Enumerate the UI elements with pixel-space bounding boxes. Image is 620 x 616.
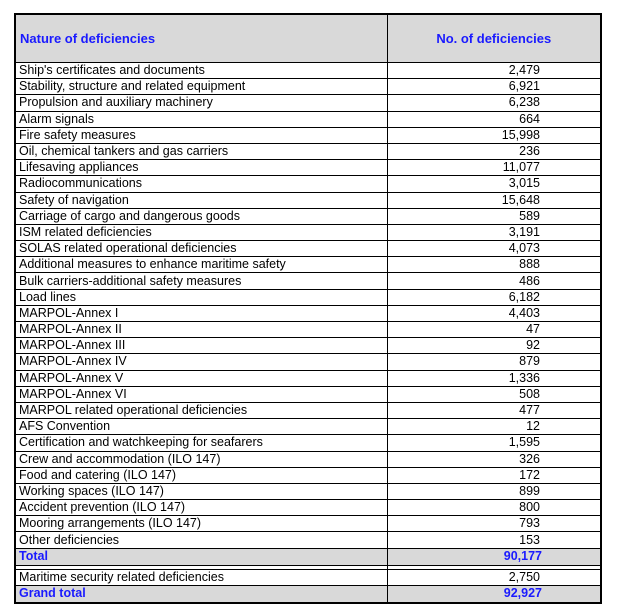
deficiency-count: 3,191 (387, 224, 600, 240)
table-row (16, 451, 600, 467)
deficiency-count: 153 (387, 532, 600, 548)
deficiency-count: 2,750 (387, 569, 600, 585)
deficiency-count: 899 (387, 483, 600, 499)
deficiency-count: 15,998 (387, 127, 600, 143)
deficiency-name: MARPOL related operational deficiencies (16, 402, 387, 418)
table-row (16, 370, 600, 386)
deficiency-name: MARPOL-Annex VI (16, 386, 387, 402)
deficiency-name: Maritime security related deficiencies (16, 569, 387, 585)
table-row (16, 79, 600, 95)
deficiency-count: 589 (387, 208, 600, 224)
deficiency-count: 3,015 (387, 176, 600, 192)
table-row (16, 516, 600, 532)
deficiency-name: Ship's certificates and documents (16, 63, 387, 79)
deficiency-count: 6,921 (387, 79, 600, 95)
deficiency-count: 888 (387, 257, 600, 273)
table-body (16, 63, 600, 603)
deficiency-name: Food and catering (ILO 147) (16, 467, 387, 483)
deficiency-count: 2,479 (387, 63, 600, 79)
table-row (16, 95, 600, 111)
deficiency-name: Other deficiencies (16, 532, 387, 548)
deficiency-name: MARPOL-Annex V (16, 370, 387, 386)
deficiency-count: 879 (387, 354, 600, 370)
deficiency-count: 508 (387, 386, 600, 402)
table-row (16, 273, 600, 289)
table-row (16, 224, 600, 240)
table-row (16, 176, 600, 192)
table-row (16, 500, 600, 516)
table-row (16, 532, 600, 548)
table-row (16, 111, 600, 127)
deficiency-name: Propulsion and auxiliary machinery (16, 95, 387, 111)
table-row (16, 160, 600, 176)
deficiency-name: Load lines (16, 289, 387, 305)
deficiency-count: 326 (387, 451, 600, 467)
deficiency-name: Working spaces (ILO 147) (16, 483, 387, 499)
deficiency-name: Oil, chemical tankers and gas carriers (16, 143, 387, 159)
deficiency-name: Additional measures to enhance maritime safety (16, 257, 387, 273)
grand-total-row (16, 585, 600, 602)
table-row (16, 289, 600, 305)
deficiency-name: Total (16, 548, 387, 565)
deficiency-name: MARPOL-Annex I (16, 305, 387, 321)
table-row (16, 63, 600, 79)
total-row (16, 548, 600, 565)
table-row (16, 338, 600, 354)
table-row (16, 305, 600, 321)
deficiency-count: 6,182 (387, 289, 600, 305)
deficiency-count: 793 (387, 516, 600, 532)
deficiency-name: Carriage of cargo and dangerous goods (16, 208, 387, 224)
table-row (16, 467, 600, 483)
deficiency-count: 486 (387, 273, 600, 289)
deficiency-count: 800 (387, 500, 600, 516)
table-row (16, 143, 600, 159)
deficiency-count: 1,336 (387, 370, 600, 386)
table-row (16, 192, 600, 208)
table-row (16, 127, 600, 143)
deficiency-count: 90,177 (387, 548, 600, 565)
table-row (16, 435, 600, 451)
deficiency-count: 477 (387, 402, 600, 418)
table-row (16, 386, 600, 402)
table-row (16, 419, 600, 435)
deficiency-name: MARPOL-Annex III (16, 338, 387, 354)
deficiency-count: 664 (387, 111, 600, 127)
table-row (16, 483, 600, 499)
deficiency-count: 11,077 (387, 160, 600, 176)
deficiency-name: MARPOL-Annex IV (16, 354, 387, 370)
deficiency-name: Crew and accommodation (ILO 147) (16, 451, 387, 467)
deficiency-name: Accident prevention (ILO 147) (16, 500, 387, 516)
deficiency-name: Bulk carriers-additional safety measures (16, 273, 387, 289)
deficiency-count: 12 (387, 419, 600, 435)
deficiency-name: Mooring arrangements (ILO 147) (16, 516, 387, 532)
deficiency-count: 15,648 (387, 192, 600, 208)
table-row (16, 402, 600, 418)
deficiency-name: Fire safety measures (16, 127, 387, 143)
deficiency-name: Alarm signals (16, 111, 387, 127)
deficiency-name: SOLAS related operational deficiencies (16, 241, 387, 257)
header-nature: Nature of deficiencies (16, 15, 387, 63)
table-row (16, 241, 600, 257)
deficiency-name: Grand total (16, 585, 387, 602)
deficiency-name: AFS Convention (16, 419, 387, 435)
deficiencies-table (16, 15, 600, 603)
table-row (16, 354, 600, 370)
deficiency-count: 4,403 (387, 305, 600, 321)
deficiency-count: 92,927 (387, 585, 600, 602)
deficiency-count: 236 (387, 143, 600, 159)
deficiency-name: Stability, structure and related equipment (16, 79, 387, 95)
deficiency-name: Radiocommunications (16, 176, 387, 192)
table-row (16, 208, 600, 224)
deficiency-count: 1,595 (387, 435, 600, 451)
deficiencies-table-frame (14, 13, 602, 604)
deficiency-count: 172 (387, 467, 600, 483)
deficiency-count: 4,073 (387, 241, 600, 257)
table-row (16, 257, 600, 273)
deficiency-name: Safety of navigation (16, 192, 387, 208)
deficiency-name: ISM related deficiencies (16, 224, 387, 240)
header-count: No. of deficiencies (387, 15, 600, 63)
table-row (16, 569, 600, 585)
deficiency-name: Lifesaving appliances (16, 160, 387, 176)
deficiency-count: 6,238 (387, 95, 600, 111)
table-row (16, 322, 600, 338)
deficiency-name: MARPOL-Annex II (16, 322, 387, 338)
deficiency-count: 47 (387, 322, 600, 338)
table-header-row (16, 15, 600, 63)
deficiency-name: Certification and watchkeeping for seafarers (16, 435, 387, 451)
deficiency-count: 92 (387, 338, 600, 354)
